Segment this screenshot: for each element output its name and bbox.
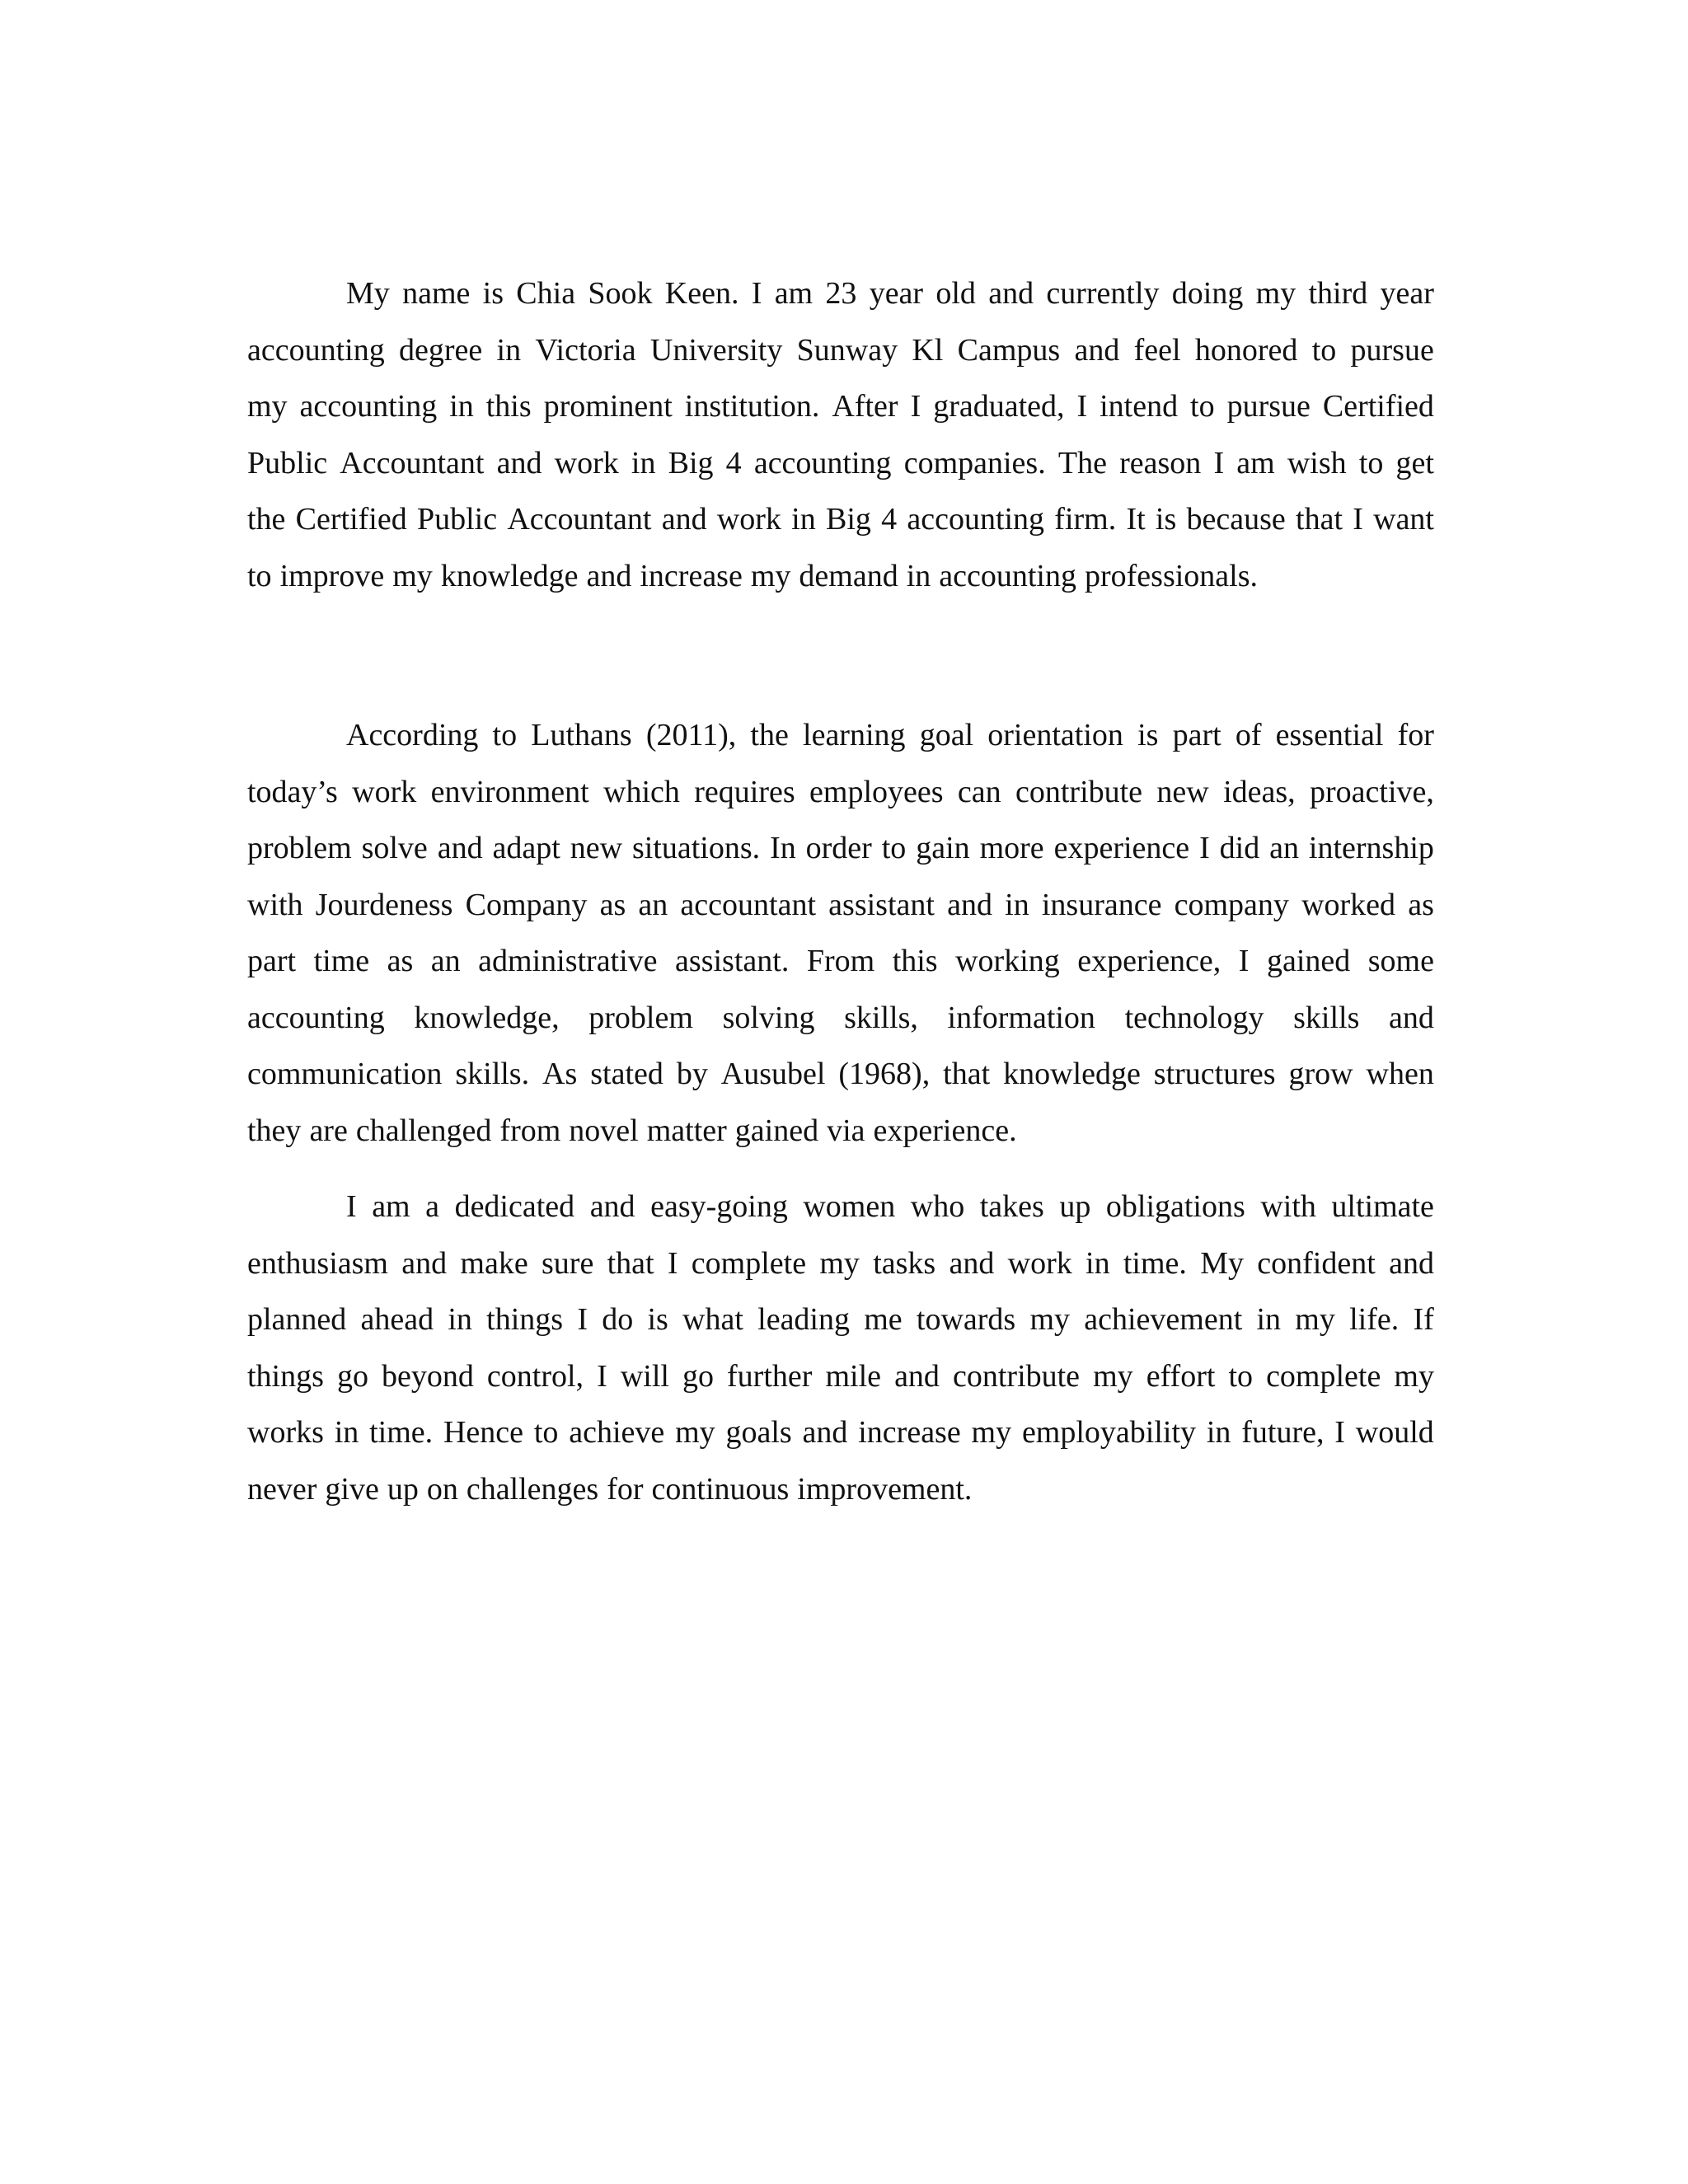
word: experience,: [1077, 944, 1221, 978]
paragraph-personal-qualities: [247, 1179, 1434, 1517]
word: contribute: [1015, 774, 1143, 809]
word: old: [935, 276, 976, 311]
word: work: [1007, 1245, 1072, 1281]
word: my: [247, 389, 288, 424]
word: dedicated: [454, 1189, 575, 1224]
word: grow: [1288, 1057, 1353, 1091]
word: works: [247, 1415, 324, 1450]
word: things: [247, 1358, 324, 1394]
word: to: [247, 558, 272, 593]
word: accounting: [247, 332, 385, 368]
text-line: [247, 322, 1434, 379]
word: I: [1199, 831, 1210, 865]
word: companies.: [903, 445, 1046, 480]
word: gain: [916, 831, 970, 865]
word: and: [401, 1245, 448, 1281]
word: communication: [247, 1057, 443, 1091]
text-line: [247, 877, 1434, 934]
word: employees: [809, 774, 944, 809]
word: institution.: [684, 389, 820, 424]
word: effort: [1146, 1358, 1216, 1394]
word: Big: [668, 445, 714, 480]
word: would: [1355, 1415, 1434, 1450]
word: to: [492, 718, 518, 752]
word: which: [603, 774, 680, 809]
text-line: [247, 1179, 1434, 1235]
word: Luthans: [531, 718, 632, 752]
word: in: [448, 1302, 472, 1337]
word: Certified: [295, 502, 407, 537]
text-line: [247, 707, 1434, 764]
word: problem: [588, 1000, 693, 1035]
word: Sook: [588, 276, 653, 311]
word: an: [638, 887, 668, 922]
word: to: [533, 1415, 559, 1450]
word: goals: [725, 1415, 792, 1450]
word: skills: [1293, 1000, 1360, 1035]
word: in: [496, 332, 522, 368]
word: sure: [542, 1245, 594, 1281]
word: part: [247, 944, 297, 978]
word: structures: [1153, 1057, 1276, 1091]
word: professionals.: [1084, 558, 1259, 593]
word: future,: [1241, 1415, 1325, 1450]
word: From: [806, 944, 875, 978]
word: today’s: [247, 774, 338, 809]
word: It: [1126, 502, 1146, 537]
word: increase: [858, 1415, 961, 1450]
word: leading: [757, 1302, 850, 1337]
word: what: [682, 1302, 743, 1337]
word: takes: [979, 1189, 1044, 1224]
word: Campus: [957, 332, 1061, 368]
word: on: [426, 1471, 458, 1507]
text-line: [247, 933, 1434, 990]
word: in: [1256, 1302, 1282, 1337]
word: for: [607, 1471, 644, 1507]
word: my: [819, 1245, 860, 1281]
word: Accountant: [507, 502, 652, 537]
word: I: [577, 1302, 588, 1337]
word: to: [1311, 332, 1337, 368]
word: essential: [1275, 718, 1384, 752]
text-line: [247, 1348, 1434, 1405]
word: 23: [825, 276, 857, 311]
word: stated: [590, 1057, 663, 1091]
word: towards: [916, 1302, 1016, 1337]
word: According: [346, 718, 479, 752]
paragraph-learning-goal: [247, 707, 1434, 1159]
word: time: [313, 944, 370, 978]
word: Accountant: [340, 445, 485, 480]
word: achieve: [569, 1415, 665, 1450]
word: in: [1005, 887, 1029, 922]
word: will: [620, 1358, 669, 1394]
word: things: [486, 1302, 564, 1337]
word: I: [1076, 389, 1088, 424]
word: and: [1389, 1245, 1434, 1281]
word: insurance: [1041, 887, 1162, 922]
word: they: [247, 1113, 302, 1148]
word: never: [247, 1471, 317, 1507]
word: the: [247, 502, 286, 537]
word: improvement.: [797, 1471, 973, 1507]
word: in: [1085, 1245, 1110, 1281]
word: knowledge: [1003, 1057, 1141, 1091]
word: a: [425, 1189, 440, 1224]
word: some: [1367, 944, 1434, 978]
word: my: [1255, 276, 1296, 311]
text-line: [247, 1235, 1434, 1292]
text-line: [247, 820, 1434, 877]
word: tasks: [873, 1245, 936, 1281]
text-line: [247, 435, 1434, 492]
word: easy-going: [650, 1189, 788, 1224]
word: new: [570, 831, 623, 865]
word: 4: [881, 502, 898, 537]
word: new: [1156, 774, 1209, 809]
word: with: [1260, 1189, 1316, 1224]
word: work: [554, 445, 619, 480]
word: ideas,: [1223, 774, 1296, 809]
word: Victoria: [535, 332, 636, 368]
word: improve: [279, 558, 385, 593]
word: challenged: [355, 1113, 492, 1148]
word: want: [1373, 502, 1434, 537]
word: I: [910, 389, 921, 424]
word: confident: [1257, 1245, 1376, 1281]
word: challenges: [466, 1471, 599, 1507]
word: to: [881, 831, 907, 865]
word: women: [803, 1189, 896, 1224]
word: this: [892, 944, 938, 978]
word: administrative: [478, 944, 658, 978]
word: assistant.: [675, 944, 790, 978]
word: problem: [247, 831, 352, 865]
text-line: [247, 265, 1434, 322]
word: achievement: [1084, 1302, 1243, 1337]
word: Keen.: [664, 276, 739, 311]
word: (2011),: [645, 718, 737, 752]
text-line: [247, 1046, 1434, 1103]
word: increase: [640, 558, 743, 593]
word: knowledge: [440, 558, 579, 593]
word: Public: [247, 445, 328, 480]
word: accounting: [753, 445, 892, 480]
text-line: [247, 990, 1434, 1047]
word: to: [1190, 389, 1215, 424]
word: goal: [919, 718, 974, 752]
word: my: [392, 558, 433, 593]
word: requires: [694, 774, 795, 809]
word: in: [449, 389, 474, 424]
word: degree: [399, 332, 483, 368]
word: that: [607, 1245, 654, 1281]
word: Kl: [912, 332, 944, 368]
word: experience.: [873, 1113, 1017, 1148]
word: company: [1174, 887, 1289, 922]
word: Jourdeness: [315, 887, 453, 922]
word: I: [597, 1358, 607, 1394]
word: my: [971, 1415, 1012, 1450]
word: and: [437, 831, 483, 865]
word: demand: [799, 558, 898, 593]
word: mile: [825, 1358, 882, 1394]
word: because: [1186, 502, 1286, 537]
word: via: [827, 1113, 865, 1148]
word: to: [1358, 445, 1384, 480]
word: when: [1366, 1057, 1434, 1091]
word: year: [869, 276, 924, 311]
word: with: [247, 887, 303, 922]
word: is: [482, 276, 504, 311]
word: working: [955, 944, 1060, 978]
word: is: [1155, 502, 1177, 537]
word: obligations: [1105, 1189, 1245, 1224]
word: continuous: [651, 1471, 790, 1507]
word: The: [1057, 445, 1107, 480]
word: worked: [1301, 887, 1396, 922]
word: beyond: [382, 1358, 474, 1394]
word: get: [1395, 445, 1434, 480]
word: information: [947, 1000, 1095, 1035]
word: feel: [1133, 332, 1181, 368]
word: internship: [1308, 831, 1434, 865]
word: Ausubel: [720, 1057, 826, 1091]
word: order: [805, 831, 872, 865]
word: I: [1213, 445, 1225, 480]
word: control,: [486, 1358, 584, 1394]
word: assistant: [828, 887, 935, 922]
word: and: [949, 1245, 995, 1281]
word: Company: [465, 887, 588, 922]
text-line: [247, 491, 1434, 548]
word: this: [485, 389, 532, 424]
word: third: [1308, 276, 1368, 311]
word: gained: [734, 1113, 819, 1148]
word: life.: [1349, 1302, 1400, 1337]
word: in: [791, 502, 816, 537]
word: am: [1236, 445, 1275, 480]
word: for: [1397, 718, 1434, 752]
word: as: [1408, 887, 1434, 922]
word: in: [906, 558, 931, 593]
word: ultimate: [1331, 1189, 1434, 1224]
word: in: [334, 1415, 359, 1450]
word: skills.: [455, 1057, 530, 1091]
word: give: [325, 1471, 379, 1507]
word: more: [979, 831, 1044, 865]
word: do: [602, 1302, 634, 1337]
word: Chia: [516, 276, 576, 311]
word: my: [1093, 1358, 1133, 1394]
word: learning: [803, 718, 906, 752]
word: prominent: [543, 389, 673, 424]
word: (1968),: [838, 1057, 931, 1091]
word: complete: [1266, 1358, 1381, 1394]
word: accountant: [680, 887, 817, 922]
text-line: [247, 378, 1434, 435]
text-line: [247, 764, 1434, 821]
word: currently: [1046, 276, 1160, 311]
text-line: [247, 1291, 1434, 1348]
word: as: [599, 887, 626, 922]
word: make: [460, 1245, 528, 1281]
word: further: [727, 1358, 813, 1394]
word: solve: [361, 831, 428, 865]
word: enthusiasm: [247, 1245, 388, 1281]
word: doing: [1171, 276, 1244, 311]
word: employability: [1021, 1415, 1197, 1450]
word: University: [649, 332, 783, 368]
word: by: [676, 1057, 708, 1091]
word: in: [1206, 1415, 1231, 1450]
word: that: [1296, 502, 1343, 537]
word: up: [1059, 1189, 1091, 1224]
word: My: [1200, 1245, 1244, 1281]
text-line: [247, 548, 1434, 605]
word: up: [387, 1471, 419, 1507]
word: Certified: [1322, 389, 1434, 424]
word: My: [346, 276, 390, 311]
word: pursue: [1350, 332, 1434, 368]
word: my: [1029, 1302, 1071, 1337]
word: knowledge,: [414, 1000, 560, 1035]
word: an: [430, 944, 461, 978]
word: to: [1228, 1358, 1254, 1394]
word: that: [943, 1057, 991, 1091]
word: ahead: [360, 1302, 434, 1337]
word: accounting: [247, 1000, 385, 1035]
word: and: [947, 887, 992, 922]
word: the: [750, 718, 789, 752]
word: an: [1269, 831, 1299, 865]
word: graduated,: [933, 389, 1065, 424]
word: If: [1413, 1302, 1434, 1337]
word: proactive,: [1310, 774, 1434, 809]
word: go: [336, 1358, 368, 1394]
word: I: [1334, 1415, 1345, 1450]
word: complete: [691, 1245, 807, 1281]
word: as: [387, 944, 414, 978]
word: gained: [1266, 944, 1351, 978]
word: name: [402, 276, 471, 311]
word: planned: [247, 1302, 347, 1337]
word: I: [1353, 502, 1363, 537]
word: accounting: [939, 558, 1076, 593]
word: skills,: [844, 1000, 918, 1035]
word: novel: [569, 1113, 639, 1148]
word: my: [1394, 1358, 1434, 1394]
word: and: [894, 1358, 940, 1394]
text-line: [247, 1103, 1434, 1160]
word: wish: [1287, 445, 1347, 480]
word: of: [1235, 718, 1262, 752]
word: and: [1074, 332, 1120, 368]
word: and: [586, 558, 632, 593]
word: honored: [1194, 332, 1298, 368]
word: solving: [722, 1000, 815, 1035]
word: can: [957, 774, 1001, 809]
word: 4: [725, 445, 742, 480]
word: situations.: [631, 831, 761, 865]
word: Sunway: [796, 332, 898, 368]
word: my: [750, 558, 791, 593]
word: am: [372, 1189, 410, 1224]
word: part: [1172, 718, 1221, 752]
word: and: [496, 445, 542, 480]
word: from: [499, 1113, 561, 1148]
word: are: [309, 1113, 348, 1148]
word: and: [988, 276, 1034, 311]
word: time.: [1123, 1245, 1187, 1281]
word: is: [1137, 718, 1159, 752]
word: and: [1389, 1000, 1434, 1035]
word: and: [802, 1415, 848, 1450]
word: matter: [646, 1113, 727, 1148]
word: my: [1295, 1302, 1335, 1337]
word: firm.: [1054, 502, 1117, 537]
word: time.: [369, 1415, 434, 1450]
word: I: [751, 276, 762, 311]
text-line: [247, 1461, 1434, 1518]
word: experience: [1053, 831, 1190, 865]
word: contribute: [952, 1358, 1081, 1394]
word: I: [346, 1189, 357, 1224]
text-line: [247, 1404, 1434, 1461]
word: who: [910, 1189, 965, 1224]
word: work: [716, 502, 781, 537]
word: accounting: [299, 389, 438, 424]
word: my: [675, 1415, 715, 1450]
word: Hence: [443, 1415, 524, 1450]
word: in: [631, 445, 656, 480]
word: As: [542, 1057, 578, 1091]
word: me: [864, 1302, 903, 1337]
word: go: [682, 1358, 714, 1394]
word: work: [352, 774, 417, 809]
word: I: [1238, 944, 1250, 978]
word: pursue: [1226, 389, 1311, 424]
word: intend: [1100, 389, 1179, 424]
word: accounting: [907, 502, 1045, 537]
word: environment: [430, 774, 589, 809]
word: is: [647, 1302, 668, 1337]
word: am: [774, 276, 814, 311]
paragraph-introduction: [247, 265, 1434, 604]
word: Public: [416, 502, 498, 537]
word: year: [1380, 276, 1434, 311]
word: orientation: [987, 718, 1123, 752]
word: adapt: [492, 831, 560, 865]
word: and: [661, 502, 707, 537]
word: Big: [825, 502, 871, 537]
word: and: [589, 1189, 635, 1224]
word: In: [770, 831, 796, 865]
word: After: [832, 389, 898, 424]
word: I: [667, 1245, 678, 1281]
word: technology: [1124, 1000, 1264, 1035]
word: did: [1219, 831, 1260, 865]
word: reason: [1119, 445, 1202, 480]
